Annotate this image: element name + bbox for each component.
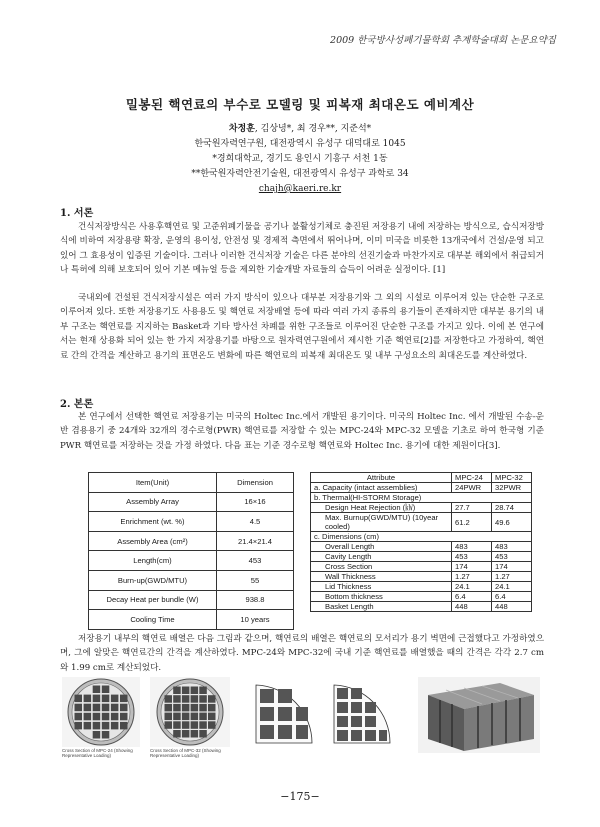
- table-cell-attribute: Cavity Length: [311, 552, 452, 562]
- fuel-assembly-cell: [208, 704, 216, 712]
- table-cell: 10 years: [217, 610, 294, 630]
- table-row: [311, 503, 532, 513]
- table-cell-attribute: Overall Length: [311, 542, 452, 552]
- table-row: [311, 552, 532, 562]
- table-cell-value: 24.1: [452, 582, 492, 592]
- fuel-assembly-cell: [111, 713, 119, 721]
- fuel-assembly-cell: [199, 730, 207, 738]
- fuel-assembly-cell: [102, 695, 110, 703]
- intro-paragraph-2: 국내외에 건설된 건식저장시설은 여러 가지 방식이 있으나 대부분 저장용기와 그 외의 시설로 이루어져 있는 단순한 구조로 이루어져 있다. 또한 저장용기도 사용용도 및 핵연료 저장배열 등에 따라 여러 가지 종류의 용기들이 존재하지만 대부분 용기의 내부 구조는 핵연료를 지지하는 Basket과 기타 방사선 차폐를 위한 구조들로 이루어진 단순한 구조를 가지고 있다. 이에 본 연구에서는 현재 상용화 되어 있는 한 가지 저장용기를 바탕으로 원자력연구원에서 제시한 기준 핵연료[2]를 저장한다고 가정하여, 핵연료 간의 간격을 계산하고 용기의 표면온도 변화에 따른 핵연료의 피복재 최대온도 및 내부 구성요소의 최대온도를 계산하였다.: [60, 293, 544, 361]
- table-cell: Decay Heat per bundle (W): [89, 590, 217, 610]
- author-block: [0, 122, 600, 197]
- fuel-assembly-cell: [182, 704, 190, 712]
- table-row: [311, 532, 532, 542]
- fuel-assembly-cell: [208, 695, 216, 703]
- table-cell: 4.5: [217, 512, 294, 532]
- table-cell-attribute: Lid Thickness: [311, 582, 452, 592]
- fuel-assembly-cell: [75, 704, 83, 712]
- running-header: 2009 한국방사성폐기물학회 추계학술대회 논문요약집: [330, 35, 556, 46]
- table-cell: Assembly Area (cm²): [89, 531, 217, 551]
- fuel-assembly-cell: [120, 722, 128, 730]
- body-paragraph-2: 저장용기 내부의 핵연료 배열은 다음 그림과 같으며, 핵연료의 배열은 핵연료의 모서리가 용기 벽면에 근접했다고 가정하였으며, 그에 알맞은 핵연료간의 간격을 계산하였다. MPC-24와 MPC-32에 국내 기준 핵연료를 배열했을 때의 간격은 각각 2.7 cm와 1.99 cm로 계산되었다.: [60, 634, 544, 673]
- other-authors: , 김상녕*, 최 경우**, 지준석*: [254, 124, 372, 134]
- table-cell-value: 27.7: [452, 503, 492, 513]
- page-number: −175−: [280, 790, 320, 803]
- table-cell-attribute: Design Heat Rejection (㎾): [311, 503, 452, 513]
- table-cell-attribute: Basket Length: [311, 602, 452, 612]
- table-row: [89, 512, 294, 532]
- fuel-assembly-cell: [182, 713, 190, 721]
- table-row: [89, 492, 294, 512]
- table-cell-attribute: b. Thermal(HI-STORM Storage): [311, 493, 532, 503]
- table-cell-attribute: Bottom thickness: [311, 592, 452, 602]
- fuel-assembly-cell: [199, 721, 207, 729]
- table-row: [311, 592, 532, 602]
- fuel-assembly-cell: [93, 704, 101, 712]
- fuel-assembly-cell: [182, 687, 190, 695]
- fuel-assembly-cell: [102, 731, 110, 739]
- cask-spec-table: [310, 472, 532, 612]
- table-cell-value: 448: [452, 602, 492, 612]
- table-header-cell: Item(Unit): [89, 473, 217, 493]
- fuel-assembly-cell: [173, 704, 181, 712]
- mpc24-caption: Cross Section of MPC-24 (Showing Representative Loading): [62, 748, 133, 758]
- table-row: [311, 542, 532, 552]
- fuel-assembly-cell: [120, 713, 128, 721]
- table-cell: Enrichment (wt. %): [89, 512, 217, 532]
- first-author: 차정훈: [228, 124, 255, 134]
- table-cell-value: 174: [452, 562, 492, 572]
- fuel-assembly-cell: [102, 686, 110, 694]
- table-cell-value: 174: [492, 562, 532, 572]
- fuel-assembly-cell: [199, 704, 207, 712]
- table-cell-attribute: Wall Thickness: [311, 572, 452, 582]
- table-header-row: [89, 473, 294, 493]
- fuel-assembly-cell: [84, 722, 92, 730]
- paper-title: 밀봉된 핵연료의 부수로 모델링 및 피복재 최대온도 예비계산: [125, 97, 475, 112]
- fuel-assembly-cell: [102, 722, 110, 730]
- fuel-assembly-cell: [182, 730, 190, 738]
- fuel-assembly-cell: [208, 713, 216, 721]
- affiliation-3: **한국원자력안전기술원, 대전광역시 유성구 과학로 34: [191, 169, 409, 179]
- table-cell-value: 49.6: [492, 513, 532, 532]
- quarter-model-figure-1: [252, 679, 314, 747]
- body-paragraph-1: 본 연구에서 선택한 핵연료 저장용기는 미국의 Holtec Inc.에서 개발된 용기이다. 미국의 Holtec Inc. 에서 개발된 수송-운반 겸용용기 중 24개와 32개의 경수로형(PWR) 핵연료를 저장할 수 있는 MPC-24와 MPC-32 모델을 기초로 하여 한국형 기준 PWR 핵연료를 저장하는 것을 가정 하였다. 다음 표는 기준 경수로형 핵연료와 Holtec Inc. 용기에 대한 제원이다[3].: [60, 412, 544, 451]
- fuel-assembly-cell: [93, 695, 101, 703]
- table-row: [311, 513, 532, 532]
- table-row: [311, 602, 532, 612]
- table-row: [311, 493, 532, 503]
- basket-3d-render-figure: [418, 677, 540, 753]
- table-cell-attribute: Cross Section: [311, 562, 452, 572]
- author-email[interactable]: chajh@kaeri.re.kr: [258, 184, 342, 194]
- table-row: [89, 590, 294, 610]
- affiliation-2: *경희대학교, 경기도 용인시 기흥구 서천 1동: [212, 154, 388, 164]
- fuel-assembly-cell: [75, 713, 83, 721]
- fuel-assembly-cell: [191, 687, 199, 695]
- affiliation-1: 한국원자력연구원, 대전광역시 유성구 대덕대로 1045: [194, 139, 406, 149]
- fuel-assembly-cell: [111, 695, 119, 703]
- fuel-assembly-cell: [93, 713, 101, 721]
- table-cell: Assembly Array: [89, 492, 217, 512]
- fuel-assembly-cell: [191, 713, 199, 721]
- fuel-assembly-cell: [191, 695, 199, 703]
- table-header-cell: Dimension: [217, 473, 294, 493]
- fuel-assembly-cell: [199, 695, 207, 703]
- table-cell: Burn-up(GWD/MTU): [89, 570, 217, 590]
- fuel-assembly-cell: [93, 731, 101, 739]
- fuel-assembly-cell: [120, 695, 128, 703]
- fuel-assembly-cell: [173, 713, 181, 721]
- fuel-assembly-cell: [173, 730, 181, 738]
- fuel-assembly-cell: [165, 713, 173, 721]
- fuel-assembly-cell: [84, 713, 92, 721]
- table-row: [311, 483, 532, 493]
- table-cell-value: 6.4: [492, 592, 532, 602]
- fuel-assembly-cell: [111, 704, 119, 712]
- table-row: [311, 582, 532, 592]
- fuel-assembly-cell: [191, 730, 199, 738]
- table-cell-value: 483: [492, 542, 532, 552]
- table-cell-value: 32PWR: [492, 483, 532, 493]
- fuel-assembly-cell: [182, 721, 190, 729]
- table-cell: Cooling Time: [89, 610, 217, 630]
- fuel-assembly-cell: [93, 686, 101, 694]
- table-row: [89, 551, 294, 571]
- table-cell-value: 1.27: [492, 572, 532, 582]
- table-cell: 938.8: [217, 590, 294, 610]
- fuel-assembly-cell: [165, 721, 173, 729]
- mpc32-cross-section-figure: [150, 677, 230, 747]
- table-cell: 21.4×21.4: [217, 531, 294, 551]
- table-cell: 16×16: [217, 492, 294, 512]
- fuel-assembly-cell: [84, 704, 92, 712]
- fuel-assembly-cell: [111, 722, 119, 730]
- table-row: [89, 570, 294, 590]
- table-cell-value: 453: [452, 552, 492, 562]
- fuel-assembly-cell: [102, 704, 110, 712]
- section-heading-intro: 1. 서론: [60, 208, 94, 219]
- table-cell: 55: [217, 570, 294, 590]
- table-cell: Length(cm): [89, 551, 217, 571]
- table-cell-value: 453: [492, 552, 532, 562]
- fuel-assembly-cell: [182, 695, 190, 703]
- table-header-cell: Attribute: [311, 473, 452, 483]
- fuel-assembly-cell: [75, 695, 83, 703]
- table-cell-attribute: Max. Burnup(GWD/MTU) (10year cooled): [311, 513, 452, 532]
- table-cell: 453: [217, 551, 294, 571]
- table-cell-attribute: a. Capacity (intact assemblies): [311, 483, 452, 493]
- table-cell-value: 448: [492, 602, 532, 612]
- table-cell-value: 483: [452, 542, 492, 552]
- table-cell-value: 6.4: [452, 592, 492, 602]
- table-cell-value: 1.27: [452, 572, 492, 582]
- section-heading-body: 2. 본론: [60, 399, 94, 410]
- fuel-assembly-cell: [165, 695, 173, 703]
- fuel-spec-table: [88, 472, 294, 630]
- table-cell-attribute: c. Dimensions (cm): [311, 532, 532, 542]
- fuel-assembly-cell: [199, 687, 207, 695]
- fuel-assembly-cell: [191, 721, 199, 729]
- fuel-assembly-cell: [93, 722, 101, 730]
- table-cell-value: 61.2: [452, 513, 492, 532]
- fuel-assembly-cell: [173, 721, 181, 729]
- fuel-assembly-cell: [120, 704, 128, 712]
- table-header-cell: MPC-24: [452, 473, 492, 483]
- mpc24-cross-section-figure: [62, 677, 140, 747]
- fuel-assembly-cell: [75, 722, 83, 730]
- fuel-assembly-cell: [199, 713, 207, 721]
- fuel-assembly-cell: [165, 704, 173, 712]
- fuel-assembly-cell: [208, 721, 216, 729]
- table-cell-value: 24PWR: [452, 483, 492, 493]
- figure-strip: [62, 677, 546, 757]
- intro-paragraph-1: 건식저장방식은 사용후핵연료 및 고준위폐기물을 공기나 불활성기체로 충진된 저장용기 내에 저장하는 방식으로, 습식저장방식에 비하여 저장용량 확장, 운영의 용이성, 안전성 및 경제적 측면에서 뛰어나며, 이미 미국을 비롯한 13개국에서 건설/운영 되고 있어 그 효용성이 입증된 기술이다. 그러나 이러한 건식저장 기술은 다른 분야의 선진기술과 마찬가지로 대부분 해외에서 취급되거나 특허에 의해 보호되어 있어 기본 메뉴얼 등을 제외한 기술개발 자료들의 습득이 어려운 실정이다. [1]: [60, 222, 544, 276]
- table-header-row: [311, 473, 532, 483]
- fuel-assembly-cell: [173, 695, 181, 703]
- table-row: [311, 572, 532, 582]
- table-header-cell: MPC-32: [492, 473, 532, 483]
- fuel-assembly-cell: [191, 704, 199, 712]
- table-cell-value: 28.74: [492, 503, 532, 513]
- fuel-assembly-cell: [84, 695, 92, 703]
- mpc32-caption: Cross Section of MPC-32 (Showing Representative Loading): [150, 748, 221, 758]
- fuel-assembly-cell: [102, 713, 110, 721]
- table-row: [311, 562, 532, 572]
- table-row: [89, 610, 294, 630]
- table-cell-value: 24.1: [492, 582, 532, 592]
- author-names: [0, 122, 600, 137]
- table-row: [89, 531, 294, 551]
- fuel-assembly-cell: [173, 687, 181, 695]
- quarter-model-figure-2: [330, 679, 392, 747]
